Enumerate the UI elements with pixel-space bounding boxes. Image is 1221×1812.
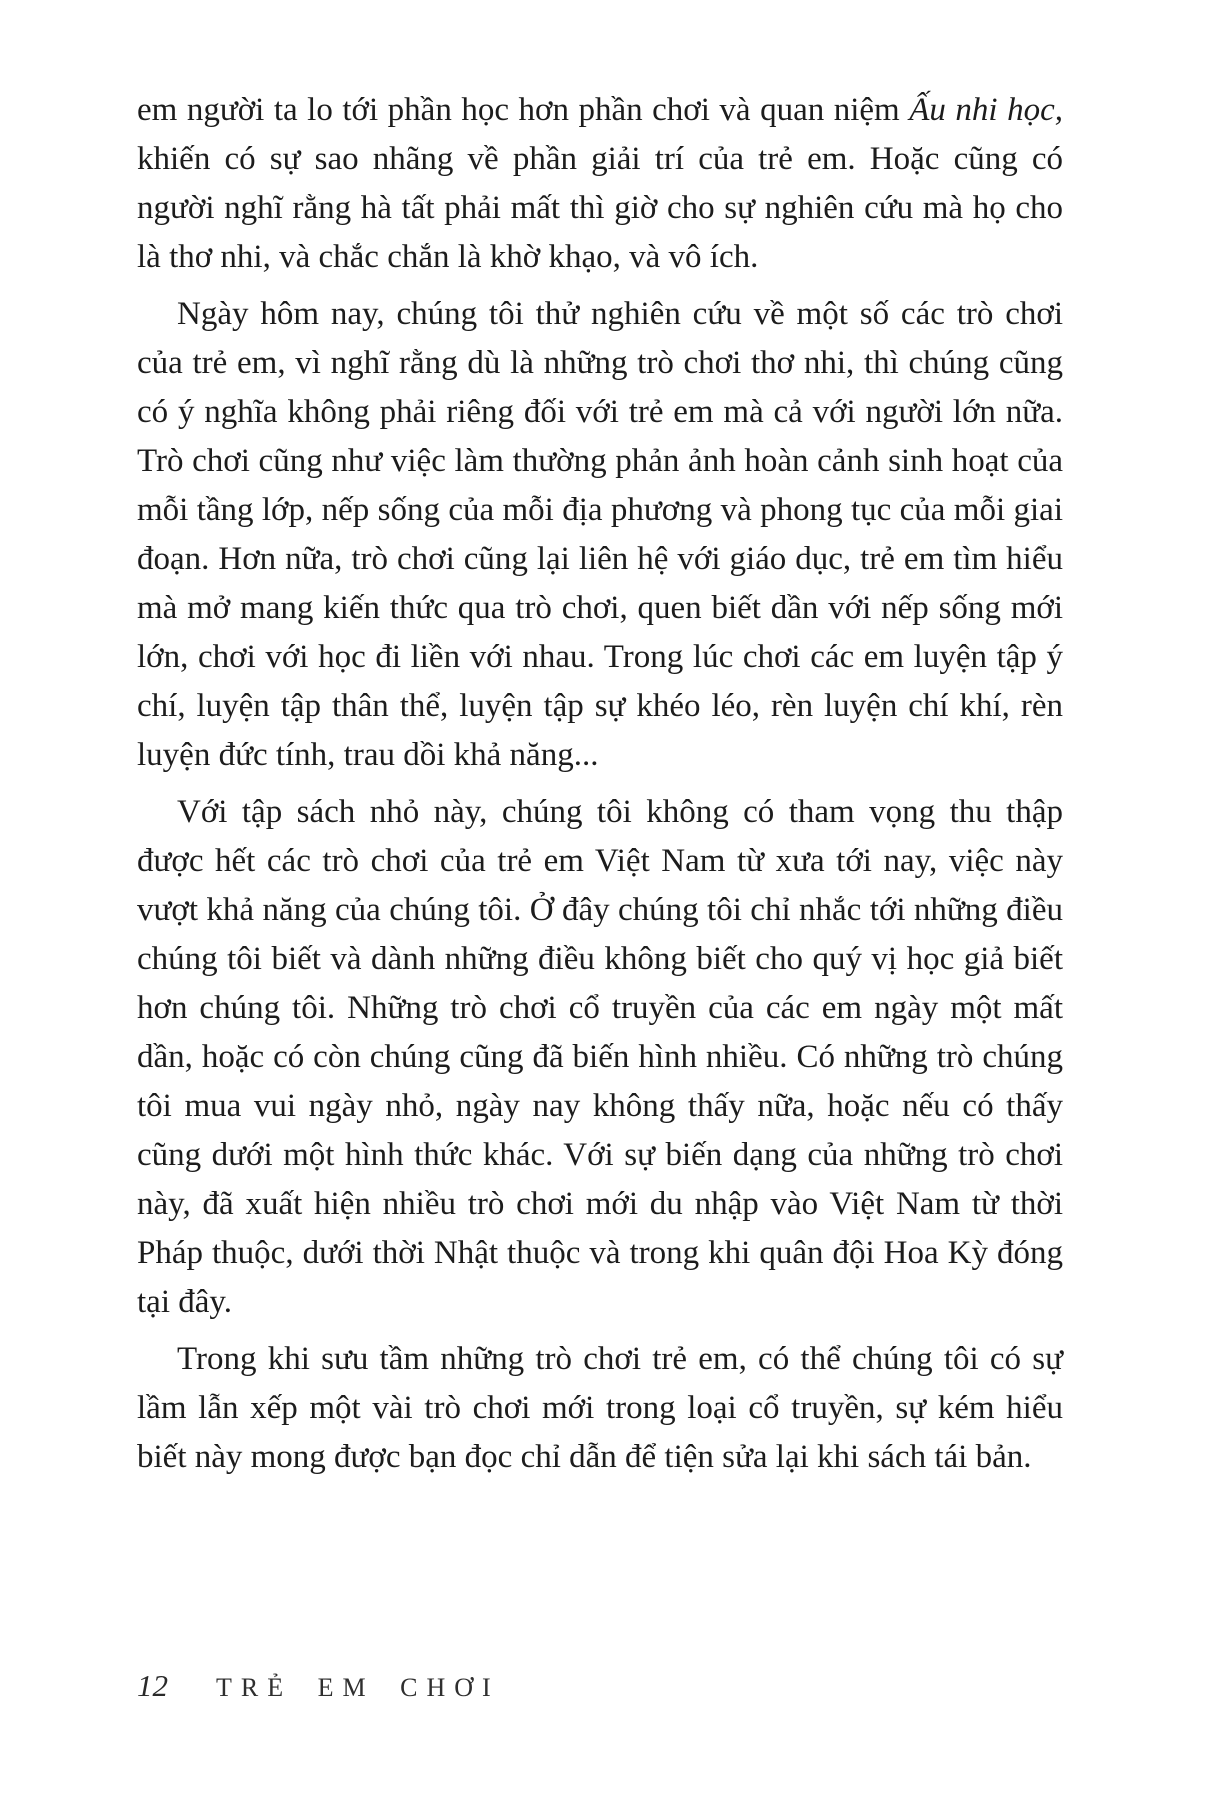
page-number: 12 [137,1668,168,1703]
text-segment: Ngày hôm nay, chúng tôi thử nghiên cứu về một số các trò chơi của trẻ em, vì nghĩ rằng dù là những trò chơi thơ nhi, thì chúng cũng có ý nghĩa không phải riêng đối với trẻ em mà cả với người lớn nữa. Trò chơi cũng như việc làm thường phản ảnh hoàn cảnh sinh hoạt của mỗi tầng lớp, nếp sống của mỗi địa phương và phong tục của mỗi giai đoạn. Hơn nữa, trò chơi cũng lại liên hệ với giáo dục, trẻ em tìm hiểu mà mở mang kiến thức qua trò chơi, quen biết dần với nếp sống mới lớn, chơi với học đi liền với nhau. Trong lúc chơi các em luyện tập ý chí, luyện tập thân thể, luyện tập sự khéo léo, rèn luyện chí khí, rèn luyện đức tính, trau dồi khả năng... [137,296,1063,773]
page-body [137,86,1063,1490]
paragraph [137,1335,1063,1482]
italic-text-segment: Ấu nhi học, [909,92,1063,128]
text-segment: Với tập sách nhỏ này, chúng tôi không có tham vọng thu thập được hết các trò chơi của trẻ em Việt Nam từ xưa tới nay, việc này vượt khả năng của chúng tôi. Ở đây chúng tôi chỉ nhắc tới những điều chúng tôi biết và dành những điều không biết cho quý vị học giả biết hơn chúng tôi. Những trò chơi cổ truyền của các em ngày một mất dần, hoặc có còn chúng cũng đã biến hình nhiều. Có những trò chúng tôi mua vui ngày nhỏ, ngày nay không thấy nữa, hoặc nếu có thấy cũng dưới một hình thức khác. Với sự biến dạng của những trò chơi này, đã xuất hiện nhiều trò chơi mới du nhập vào Việt Nam từ thời Pháp thuộc, dưới thời Nhật thuộc và trong khi quân đội Hoa Kỳ đóng tại đây. [137,794,1063,1320]
paragraph [137,290,1063,780]
text-segment: em người ta lo tới phần học hơn phần chơi và quan niệm [137,92,910,128]
page-footer [137,1668,1063,1704]
running-title: TRẺ EM CHƠI [216,1673,500,1702]
text-segment: khiến có sự sao nhãng về phần giải trí của trẻ em. Hoặc cũng có người nghĩ rằng hà tất phải mất thì giờ cho sự nghiên cứu mà họ cho là thơ nhi, và chắc chắn là khờ khạo, và vô ích. [137,141,1063,275]
paragraph [137,788,1063,1327]
paragraph [137,86,1063,282]
text-segment: Trong khi sưu tầm những trò chơi trẻ em, có thể chúng tôi có sự lầm lẫn xếp một vài trò chơi mới trong loại cổ truyền, sự kém hiểu biết này mong được bạn đọc chỉ dẫn để tiện sửa lại khi sách tái bản. [137,1341,1063,1475]
